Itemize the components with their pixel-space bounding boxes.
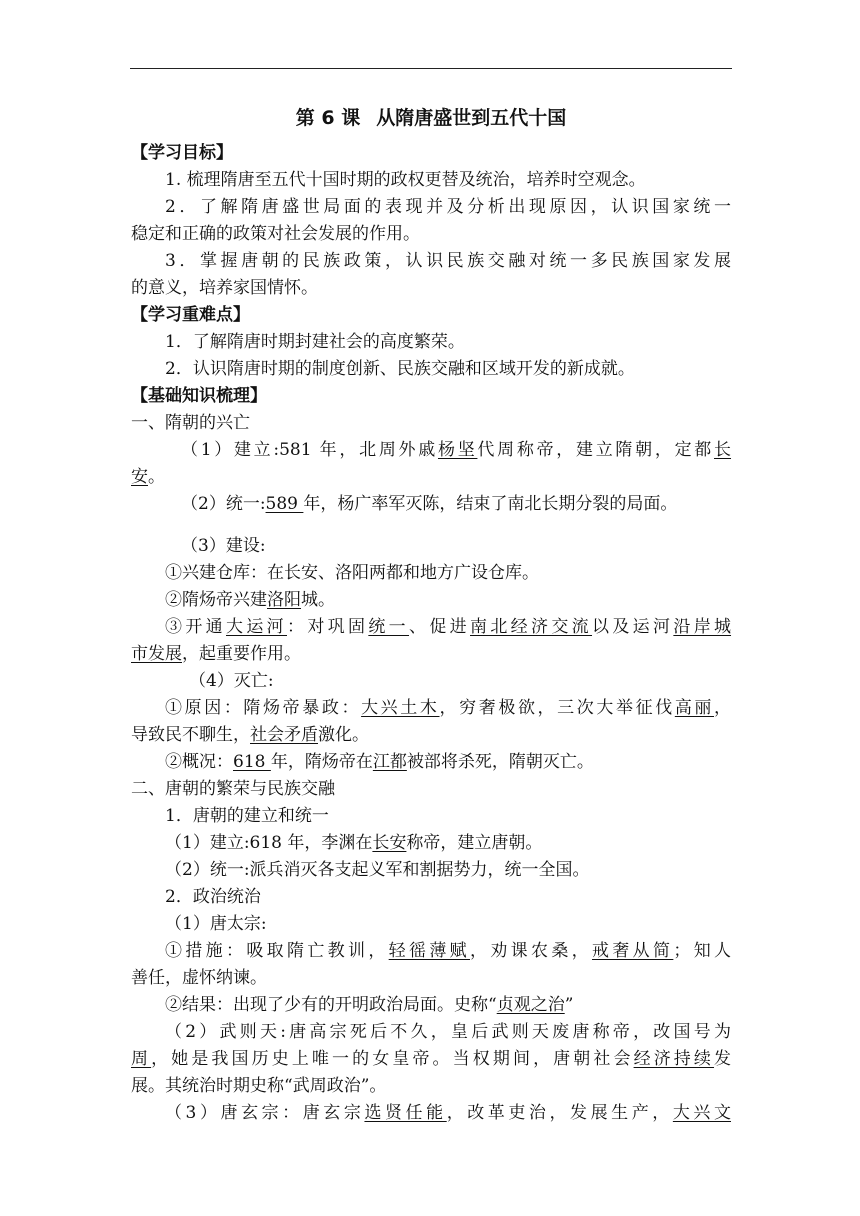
answer-blank: 经济持续 [633,1049,715,1069]
answer-blank: 市发展 [131,644,182,664]
text-segment: 导致民不聊生， [131,725,250,745]
sui-fall-summary [131,749,731,776]
sui-founding-cont [131,464,731,491]
sui-fall-cause-cont [131,722,731,749]
text-segment: ②隋炀帝兴建 [165,590,267,610]
answer-blank: 南北经济交流 [470,617,593,637]
taizong-measures-cont [131,965,731,992]
tang-unification [131,857,731,884]
lesson-number: 第 6 课 [295,107,361,129]
text-segment: 【学习目标】 [131,143,233,163]
answer-blank: 贞观之治 [496,995,565,1015]
text-segment: （2）武则天:唐高宗死后不久，皇后武则天废唐称帝，改国号为 [165,1022,731,1042]
text-segment: 2．了解隋唐盛世局面的表现并及分析出现原因，认识国家统一 [165,197,731,217]
text-segment: （1）建立:581 年，北周外戚 [181,440,438,460]
text-segment: 激化。 [318,725,369,745]
text-segment: 稳定和正确的政策对社会发展的作用。 [131,224,420,244]
text-segment: ” [564,995,574,1015]
document-page [131,100,731,1127]
answer-blank: 戒奢从简 [592,941,674,961]
tang-founding-heading [131,803,731,830]
answer-blank: 长 [714,440,732,460]
answer-blank: 社会矛盾 [250,725,318,745]
wuzetian-cont [131,1046,731,1073]
sui-construction [131,533,731,560]
text-segment: ，她是我国历史上唯一的女皇帝。当权期间，唐朝社会 [151,1049,634,1069]
answer-blank: 安 [131,467,148,487]
text-segment: 发 [714,1049,732,1069]
text-segment: 【学习重难点】 [131,305,250,325]
answer-blank: 轻徭薄赋 [388,941,471,961]
text-segment: （1）建立:618 年，李渊在 [165,833,373,853]
text-segment: ，穷奢极欲，三次大举征伐 [439,698,675,718]
sui-founding [131,437,731,464]
text-segment: 一、隋朝的兴亡 [131,413,250,433]
answer-blank: 大兴文 [672,1103,731,1123]
answer-blank: 杨坚 [437,440,478,460]
part-sui-heading [131,410,731,437]
answer-blank: 洛阳 [267,590,301,610]
text-segment: 城。 [301,590,335,610]
section-objectives-heading [131,140,731,167]
objective-2 [131,194,731,221]
answer-blank: 周 [131,1049,152,1069]
answer-blank: 大兴土木 [361,698,440,718]
header-rule [130,68,732,69]
text-segment: 年，隋炀帝在 [270,752,373,772]
tang-politics-heading [131,884,731,911]
part-tang-heading [131,776,731,803]
text-segment: ③开通 [165,617,226,637]
taizong-measures [131,938,731,965]
sui-luoyang [131,587,731,614]
text-segment: 1．了解隋唐时期封建社会的高度繁荣。 [165,332,465,352]
lesson-title: 从隋唐盛世到五代十国 [376,107,567,129]
taizong-result [131,992,731,1019]
section-basics-heading [131,383,731,410]
section-keypoints-heading [131,302,731,329]
text-segment: 善任，虚怀纳谏。 [131,968,267,988]
text-segment: （4）灭亡: [189,671,274,691]
text-segment: 2．认识隋唐时期的制度创新、民族交融和区域开发的新成就。 [165,359,635,379]
text-segment: （2）统一: [181,494,266,514]
sui-granaries [131,560,731,587]
answer-blank: 618 [233,752,271,772]
page-title [131,100,731,140]
text-segment: 2．政治统治 [165,887,261,907]
answer-blank: 江都 [372,752,407,772]
text-segment: （2）统一:派兵消灭各支起义军和割据势力，统一全国。 [165,860,590,880]
answer-blank: 589 [265,494,304,514]
text-segment: 代周称帝，建立隋朝，定都 [477,440,715,460]
text-segment: ，改革吏治，发展生产， [446,1103,673,1123]
text-segment: ①原因：隋炀帝暴政： [165,698,362,718]
text-segment: 3．掌握唐朝的民族政策，认识民族交融对统一多民族国家发展 [165,251,731,271]
objective-1 [131,167,731,194]
objective-2-cont [131,221,731,248]
text-segment: ②概况： [165,752,233,772]
xuanzong [131,1100,731,1127]
text-segment: ：对巩固 [287,617,369,637]
wuzetian [131,1019,731,1046]
text-segment: ；知人 [673,941,732,961]
text-segment: ，劝课农桑， [470,941,593,961]
text-segment: ，起重要作用。 [182,644,301,664]
objective-3 [131,248,731,275]
wuzetian-cont-2 [131,1073,731,1100]
text-segment: ， [714,698,732,718]
sui-fall-cause [131,695,731,722]
text-segment: 。 [148,467,165,487]
text-segment: 【基础知识梳理】 [131,386,267,406]
text-segment: 1．唐朝的建立和统一 [165,806,329,826]
sui-grand-canal-cont [131,641,731,668]
keypoint-1 [131,329,731,356]
spacer [131,518,731,533]
text-segment: ①措施：吸取隋亡教训， [165,941,389,961]
answer-blank: 统一 [368,617,410,637]
text-segment: 、促进 [409,617,471,637]
text-segment: 称帝，建立唐朝。 [406,833,543,853]
text-segment: ①兴建仓库：在长安、洛阳两都和地方广设仓库。 [165,563,539,583]
text-segment: （1）唐太宗: [165,914,267,934]
text-segment: 的意义，培养家国情怀。 [131,278,318,298]
text-segment: 二、唐朝的繁荣与民族交融 [131,779,335,799]
text-segment: （3）唐玄宗：唐玄宗 [165,1103,365,1123]
text-segment: 年，杨广率军灭陈，结束了南北长期分裂的局面。 [303,494,678,514]
text-segment: 展。其统治时期史称“武周政治”。 [131,1076,387,1096]
text-segment: 被部将杀死，隋朝灭亡。 [406,752,594,772]
text-segment: 1. 梳理隋唐至五代十国时期的政权更替及统治，培养时空观念。 [165,170,646,190]
answer-blank: 大运河 [226,617,287,637]
answer-blank: 长安 [372,833,407,853]
answer-blank: 高丽 [674,698,715,718]
sui-grand-canal [131,614,731,641]
sui-unification [131,491,731,518]
keypoint-2 [131,356,731,383]
answer-blank: 选贤任能 [364,1103,447,1123]
text-segment: 以及运河 [592,617,674,637]
text-segment: （3）建设: [181,536,266,556]
sui-fall [131,668,731,695]
tang-founding [131,830,731,857]
text-segment: ②结果：出现了少有的开明政治局面。史称“ [165,995,497,1015]
taizong-heading [131,911,731,938]
objective-3-cont [131,275,731,302]
answer-blank: 沿岸城 [673,617,732,637]
